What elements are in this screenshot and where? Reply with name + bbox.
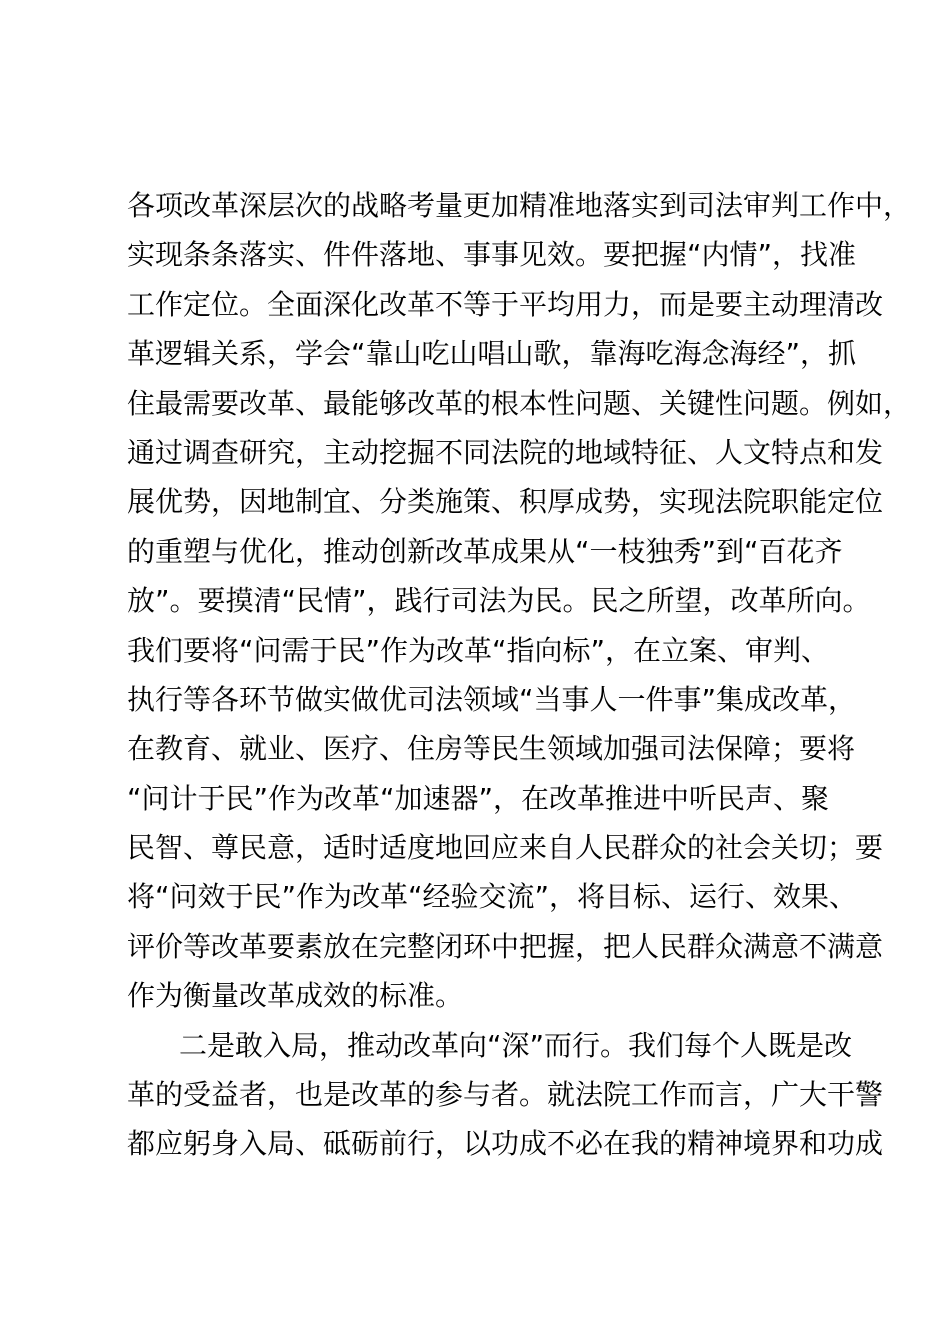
text-line: 执行等各环节做实做优司法领域“当事人一件事”集成改革， xyxy=(127,682,857,716)
text-line: 革逻辑关系，学会“靠山吃山唱山歌，靠海吃海念海经”，抓 xyxy=(127,337,857,371)
text-line: 展优势，因地制宜、分类施策、积厚成势，实现法院职能定位 xyxy=(127,485,884,519)
text-line: 民智、尊民意，适时适度地回应来自人民群众的社会关切；要 xyxy=(127,831,884,865)
text-line: 各项改革深层次的战略考量更加精准地落实到司法审判工作中， xyxy=(127,189,912,222)
text-line: 的重塑与优化，推动创新改革成果从“一枝独秀”到“百花齐 xyxy=(127,534,843,568)
text-line: 作为衡量改革成效的标准。 xyxy=(127,979,464,1013)
text-line: 评价等改革要素放在完整闭环中把握，把人民群众满意不满意 xyxy=(127,929,884,963)
text-line: 工作定位。全面深化改革不等于平均用力，而是要主动理清改 xyxy=(127,287,884,321)
text-line: 都应躬身入局、砥砺前行，以功成不必在我的精神境界和功成 xyxy=(127,1127,884,1161)
text-line: 通过调查研究，主动挖掘不同法院的地域特征、人文特点和发 xyxy=(127,435,884,469)
text-line: 住最需要改革、最能够改革的根本性问题、关键性问题。例如， xyxy=(127,386,912,420)
text-line: “问计于民”作为改革“加速器”，在改革推进中听民声、聚 xyxy=(127,781,830,815)
text-line: 将“问效于民”作为改革“经验交流”，将目标、运行、效果、 xyxy=(127,880,858,914)
text-line: 放”。要摸清“民情”，践行司法为民。民之所望，改革所向。 xyxy=(127,584,871,618)
text-line: 实现条条落实、件件落地、事事见效。要把握“内情”，找准 xyxy=(127,238,857,272)
text-line: 二是敢入局，推动改革向“深”而行。我们每个人既是改 xyxy=(179,1028,853,1062)
text-line: 我们要将“问需于民”作为改革“指向标”，在立案、审判、 xyxy=(127,633,830,667)
text-line: 在教育、就业、医疗、住房等民生领域加强司法保障；要将 xyxy=(127,732,856,766)
text-line: 革的受益者，也是改革的参与者。就法院工作而言，广大干警 xyxy=(127,1078,884,1112)
body-text xyxy=(127,181,912,1169)
